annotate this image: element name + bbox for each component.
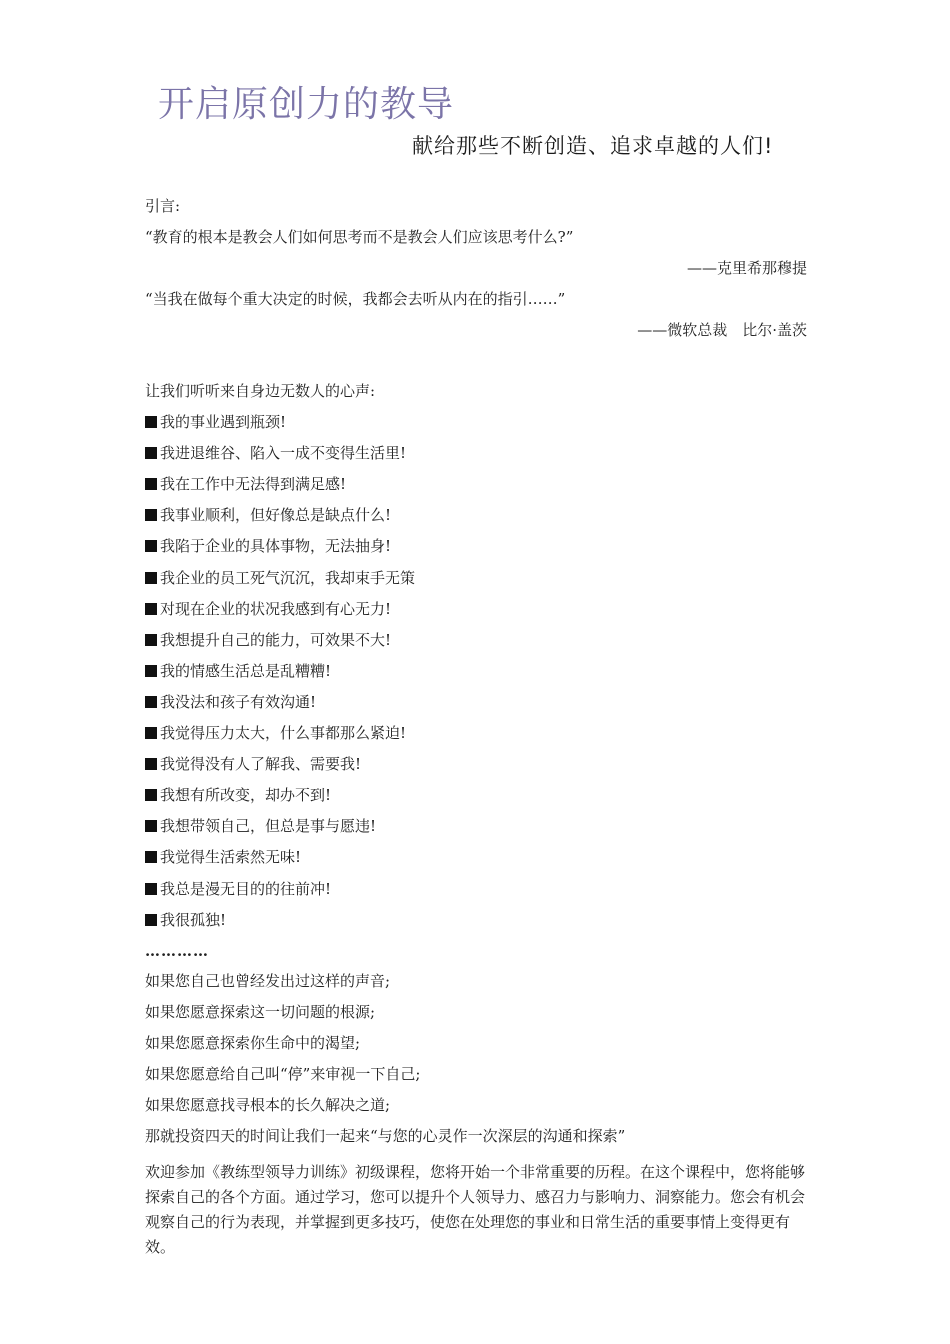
square-bullet-icon: [145, 758, 157, 770]
welcome-paragraph: 欢迎参加《教练型领导力训练》初级课程，您将开始一个非常重要的历程。在这个课程中，您将能够探索自己的各个方面。通过学习，您可以提升个人领导力、感召力与影响力、洞察能力。您会有机会观察自己的行为表现，并掌握到更多技巧，使您在处理您的事业和日常生活的重要事情上变得更有效。: [145, 1163, 806, 1256]
closing-section: [145, 971, 817, 1260]
list-item: 我觉得压力太大，什么事都那么紧迫!: [145, 723, 807, 754]
quote-attribution: ——微软总裁 比尔·盖茨: [637, 321, 807, 339]
square-bullet-icon: [145, 883, 157, 895]
list-item: 我在工作中无法得到满足感!: [145, 474, 807, 505]
closing-line: 如果您愿意给自己叫“停”来审视一下自己;: [145, 1065, 421, 1083]
square-bullet-icon: [145, 572, 157, 584]
page-title: 开启原创力的教导: [158, 84, 455, 125]
intro-section: [145, 196, 807, 351]
list-item: 我想提升自己的能力，可效果不大!: [145, 630, 807, 661]
list-item: 我想带领自己，但总是事与愿违!: [145, 816, 807, 847]
square-bullet-icon: [145, 789, 157, 801]
closing-line: 如果您愿意找寻根本的长久解决之道;: [145, 1096, 391, 1114]
square-bullet-icon: [145, 696, 157, 708]
voices-list: [145, 412, 807, 941]
ellipsis-text: …………: [145, 941, 209, 960]
square-bullet-icon: [145, 914, 157, 926]
list-item: 对现在企业的状况我感到有心无力!: [145, 599, 807, 630]
closing-line: 如果您自己也曾经发出过这样的声音;: [145, 972, 391, 990]
square-bullet-icon: [145, 540, 157, 552]
list-item: 我的情感生活总是乱糟糟!: [145, 661, 807, 692]
list-item: 我企业的员工死气沉沉，我却束手无策: [145, 568, 807, 599]
square-bullet-icon: [145, 820, 157, 832]
square-bullet-icon: [145, 447, 157, 459]
square-bullet-icon: [145, 509, 157, 521]
square-bullet-icon: [145, 727, 157, 739]
voices-section: [145, 381, 807, 972]
list-item: 我觉得生活索然无味!: [145, 847, 807, 878]
square-bullet-icon: [145, 665, 157, 677]
closing-line: 如果您愿意探索这一切问题的根源;: [145, 1003, 376, 1021]
list-item: 我觉得没有人了解我、需要我!: [145, 754, 807, 785]
square-bullet-icon: [145, 416, 157, 428]
square-bullet-icon: [145, 634, 157, 646]
list-item: 我陷于企业的具体事物，无法抽身!: [145, 536, 807, 567]
page-subtitle: 献给那些不断创造、追求卓越的人们!: [412, 134, 774, 158]
list-item: 我没法和孩子有效沟通!: [145, 692, 807, 723]
quote-text: “当我在做每个重大决定的时候，我都会去听从内在的指引……”: [145, 290, 566, 308]
square-bullet-icon: [145, 603, 157, 615]
list-item: 我很孤独!: [145, 910, 807, 941]
list-item: 我的事业遇到瓶颈!: [145, 412, 807, 443]
closing-line: 那就投资四天的时间让我们一起来“与您的心灵作一次深层的沟通和探索”: [145, 1127, 626, 1145]
closing-line: 如果您愿意探索你生命中的渴望;: [145, 1034, 361, 1052]
quote-attribution: ——克里希那穆提: [686, 259, 807, 277]
list-item: 我进退维谷、陷入一成不变得生活里!: [145, 443, 807, 474]
list-item: 我事业顺利，但好像总是缺点什么!: [145, 505, 807, 536]
intro-label: 引言:: [145, 197, 181, 215]
square-bullet-icon: [145, 478, 157, 490]
square-bullet-icon: [145, 851, 157, 863]
list-item: 我总是漫无目的的往前冲!: [145, 879, 807, 910]
quote-text: “教育的根本是教会人们如何思考而不是教会人们应该思考什么?”: [145, 228, 574, 246]
list-item: 我想有所改变，却办不到!: [145, 785, 807, 816]
voices-heading: 让我们听听来自身边无数人的心声:: [145, 382, 376, 400]
